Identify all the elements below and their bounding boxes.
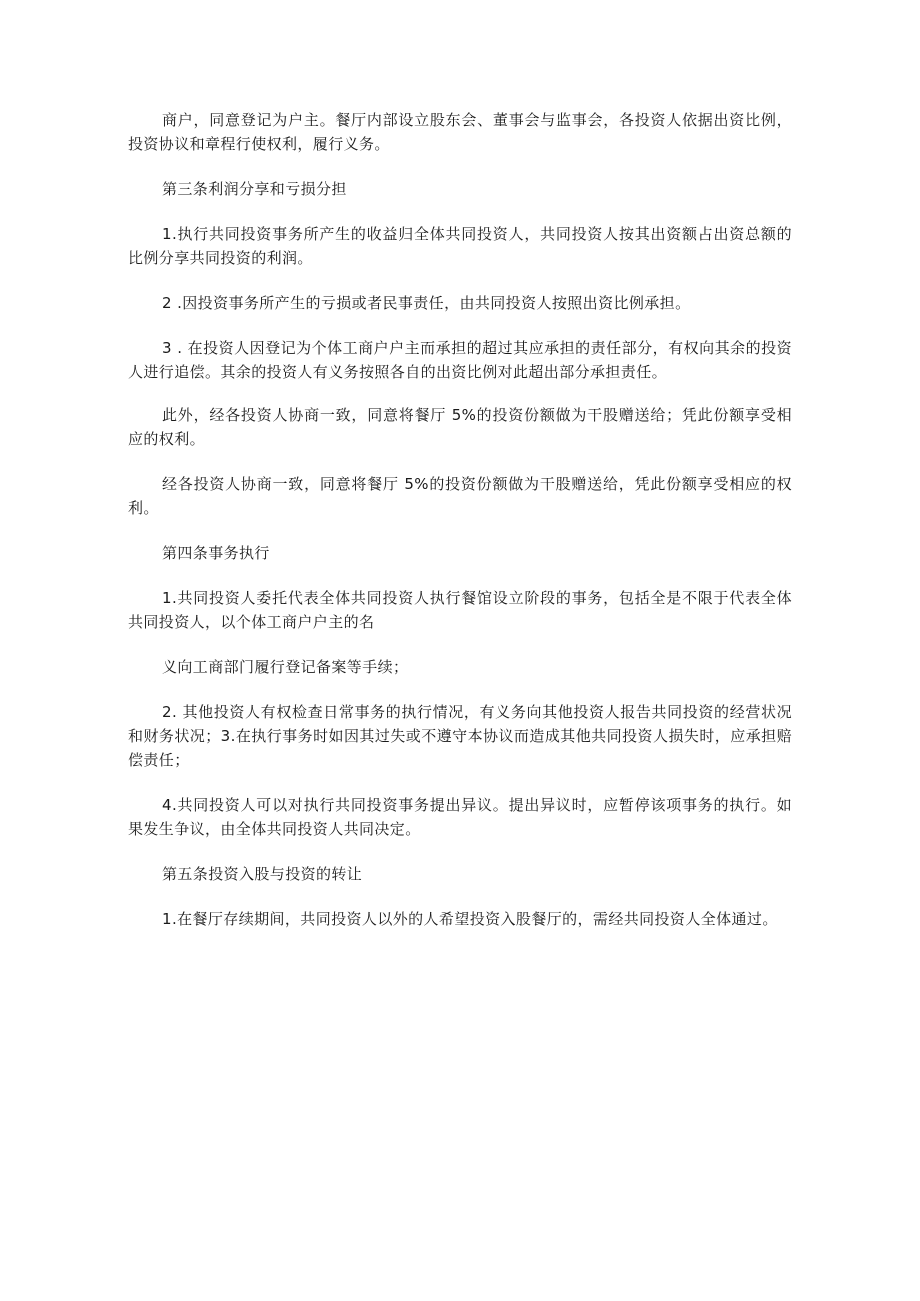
paragraph-objection: 4.共同投资人可以对执行共同投资事务提出异议。提出异议时，应暂停该项事务的执行。如果发生争议，由全体共同投资人共同决定。 <box>128 796 792 838</box>
paragraph-loss-sharing: 2 .因投资事务所产生的亏损或者民事责任，由共同投资人按照出资比例承担。 <box>162 294 691 312</box>
paragraph-inspection: 2. 其他投资人有权检查日常事务的执行情况，有义务向其他投资人报告共同投资的经营状况和财务状况；3.在执行事务时如因其过失或不遵守本协议而造成其他共同投资人损失时，应承担赔偿责任； <box>128 703 792 769</box>
document-body <box>128 108 792 952</box>
section-heading-article-3: 第三条利润分享和亏损分担 <box>162 180 347 198</box>
paragraph-delegation: 1.共同投资人委托代表全体共同投资人执行餐馆设立阶段的事务，包括全是不限于代表全体共同投资人，以个体工商户户主的名 <box>128 589 792 631</box>
paragraph-registration: 义向工商部门履行登记备案等手续； <box>162 658 409 676</box>
paragraph-profit-sharing: 1.执行共同投资事务所产生的收益归全体共同投资人，共同投资人按其出资额占出资总额的比例分享共同投资的利润。 <box>128 225 792 267</box>
paragraph-dry-share-2: 经各投资人协商一致，同意将餐厅 5%的投资份额做为干股赠送给，凭此份额享受相应的权利。 <box>128 475 792 517</box>
paragraph-continuation: 商户，同意登记为户主。餐厅内部设立股东会、董事会与监事会，各投资人依据出资比例，投资协议和章程行使权利，履行义务。 <box>128 111 792 153</box>
paragraph-dry-share-1: 此外，经各投资人协商一致，同意将餐厅 5%的投资份额做为干股赠送给；凭此份额享受相应的权利。 <box>128 406 792 448</box>
paragraph-new-investors: 1.在餐厅存续期间，共同投资人以外的人希望投资入股餐厅的，需经共同投资人全体通过。 <box>162 910 778 928</box>
paragraph-recourse: 3 . 在投资人因登记为个体工商户户主而承担的超过其应承担的责任部分，有权向其余的投资人进行追偿。其余的投资人有义务按照各自的出资比例对此超出部分承担责任。 <box>128 339 792 381</box>
section-heading-article-5: 第五条投资入股与投资的转让 <box>162 865 363 883</box>
section-heading-article-4: 第四条事务执行 <box>162 544 270 562</box>
